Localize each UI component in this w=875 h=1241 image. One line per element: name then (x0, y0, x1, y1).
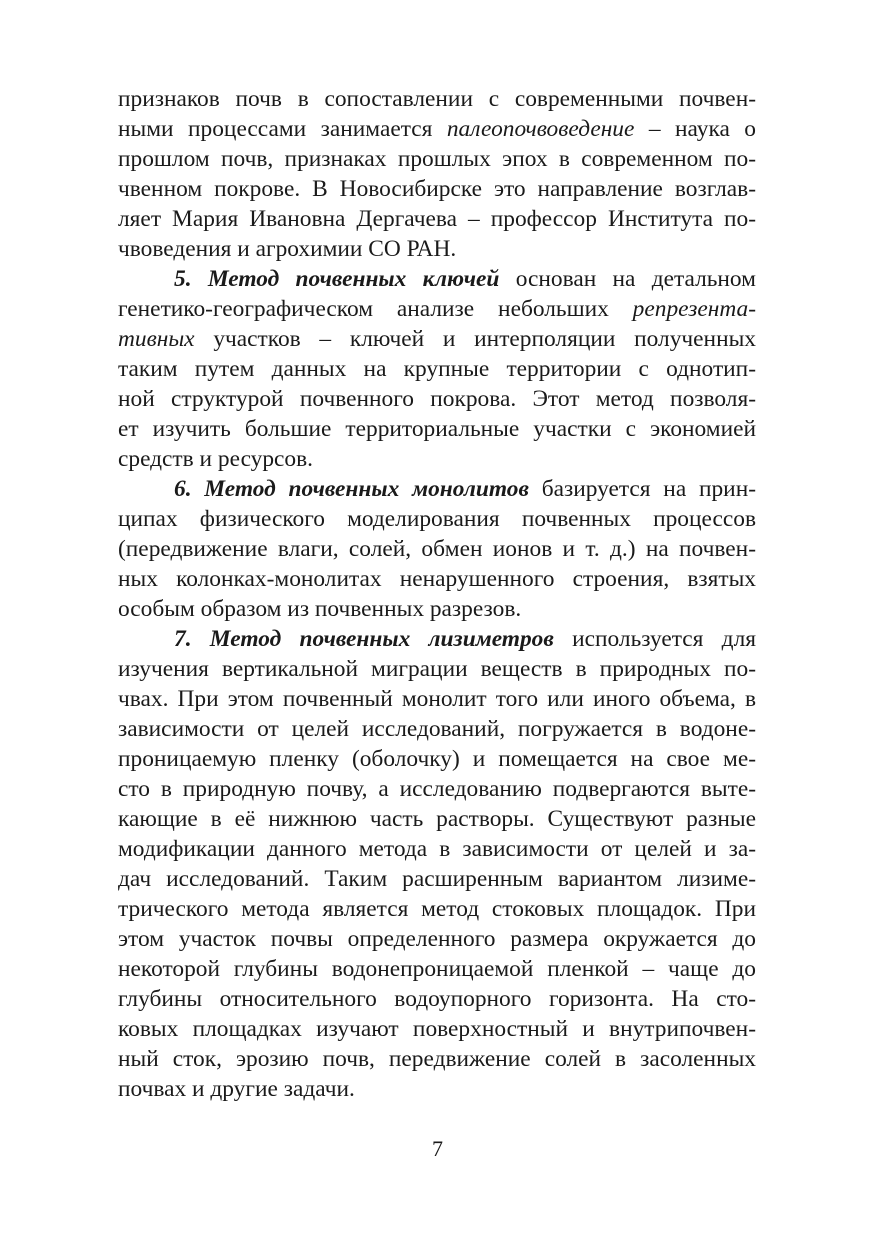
italic-term: палеопочвоведение (446, 116, 635, 142)
page-number: 7 (432, 1136, 443, 1161)
method-heading: 5. Метод почвенных ключей (174, 266, 500, 292)
text-line (118, 414, 756, 444)
text-run: проницаемую пленку (оболочку) и помещается на свое ме- (118, 746, 756, 772)
text-run: ных колонках-монолитах ненарушенного строения, взятых (118, 566, 756, 592)
text-run: чвах. При этом почвенный монолит того или иного объема, в (118, 686, 756, 712)
text-line (118, 294, 756, 324)
text-line (118, 84, 756, 114)
method-heading: 7. Метод почвенных лизиметров (174, 626, 554, 652)
text-line (118, 954, 756, 984)
text-run: признаков почв в сопоставлении с современными почвен- (118, 86, 756, 112)
text-run: участков – ключей и интерполяции полученных (194, 326, 756, 352)
text-run: трического метода является метод стоковых площадок. При (118, 896, 756, 922)
page-body (118, 84, 756, 1104)
paragraph-soil-keys (118, 264, 756, 474)
text-line (118, 894, 756, 924)
text-line (118, 564, 756, 594)
text-line (118, 234, 756, 264)
text-line (118, 1044, 756, 1074)
text-run: чвоведения и агрохимии СО РАН. (118, 236, 457, 262)
text-run: ными процессами занимается (118, 116, 447, 142)
text-run: средств и ресурсов. (118, 446, 314, 472)
text-run: ковых площадках изучают поверхностный и внутрипочвен- (118, 1016, 756, 1042)
text-line (118, 324, 756, 354)
text-line (118, 444, 756, 474)
text-line (118, 204, 756, 234)
paragraph-monoliths (118, 474, 756, 624)
paragraph-lysimeters (118, 624, 756, 1104)
text-line (118, 984, 756, 1014)
method-heading: 6. Метод почвенных монолитов (174, 476, 529, 502)
text-run: используется для (553, 626, 756, 652)
italic-term: тивных (118, 326, 195, 352)
text-run: ляет Мария Ивановна Дергачева – профессор Института по- (118, 206, 756, 232)
text-run: ципах физического моделирования почвенных процессов (118, 506, 756, 532)
text-run: ный сток, эрозию почв, передвижение солей в засоленных (118, 1046, 756, 1072)
text-line (118, 924, 756, 954)
text-run: – наука о (634, 116, 756, 142)
text-run: некоторой глубины водонепроницаемой пленкой – чаще до (118, 956, 756, 982)
text-line (118, 264, 756, 294)
text-line (118, 744, 756, 774)
text-run: этом участок почвы определенного размера окружается до (118, 926, 756, 952)
italic-term: репрезента- (632, 296, 756, 322)
text-run: (передвижение влаги, солей, обмен ионов и т. д.) на почвен- (118, 536, 756, 562)
text-run: таким путем данных на крупные территории с однотип- (118, 356, 756, 382)
text-run: почвах и другие задачи. (118, 1076, 355, 1102)
text-run: модификации данного метода в зависимости от целей и за- (118, 836, 756, 862)
text-run: кающие в её нижнюю часть растворы. Существуют разные (118, 806, 756, 832)
text-line (118, 714, 756, 744)
text-run: особым образом из почвенных разрезов. (118, 596, 522, 622)
text-line (118, 174, 756, 204)
paragraph-paleo (118, 84, 756, 264)
text-line (118, 624, 756, 654)
text-run: основан на детальном (499, 266, 756, 292)
text-line (118, 1074, 756, 1104)
text-run: чвенном покрове. В Новосибирске это направление возглав- (118, 176, 756, 202)
text-line (118, 864, 756, 894)
text-line (118, 384, 756, 414)
text-run: генетико-географическом анализе небольших (118, 296, 633, 322)
text-line (118, 144, 756, 174)
text-line (118, 654, 756, 684)
text-run: базируется на прин- (528, 476, 757, 502)
text-line (118, 834, 756, 864)
text-run: сто в природную почву, а исследованию подвергаются выте- (118, 776, 756, 802)
text-run: изучения вертикальной миграции веществ в природных по- (118, 656, 756, 682)
text-run: прошлом почв, признаках прошлых эпох в современном по- (118, 146, 756, 172)
text-run: ет изучить большие территориальные участки с экономией (118, 416, 756, 442)
text-line (118, 774, 756, 804)
text-run: ной структурой почвенного покрова. Этот метод позволя- (118, 386, 756, 412)
text-line (118, 114, 756, 144)
text-line (118, 684, 756, 714)
text-run: дач исследований. Таким расширенным вариантом лизиме- (118, 866, 756, 892)
text-line (118, 354, 756, 384)
text-line (118, 1014, 756, 1044)
text-run: зависимости от целей исследований, погружается в водоне- (118, 716, 756, 742)
text-line (118, 594, 756, 624)
text-line (118, 474, 756, 504)
text-run: глубины относительного водоупорного горизонта. На сто- (118, 986, 756, 1012)
text-line (118, 804, 756, 834)
text-line (118, 504, 756, 534)
text-line (118, 534, 756, 564)
